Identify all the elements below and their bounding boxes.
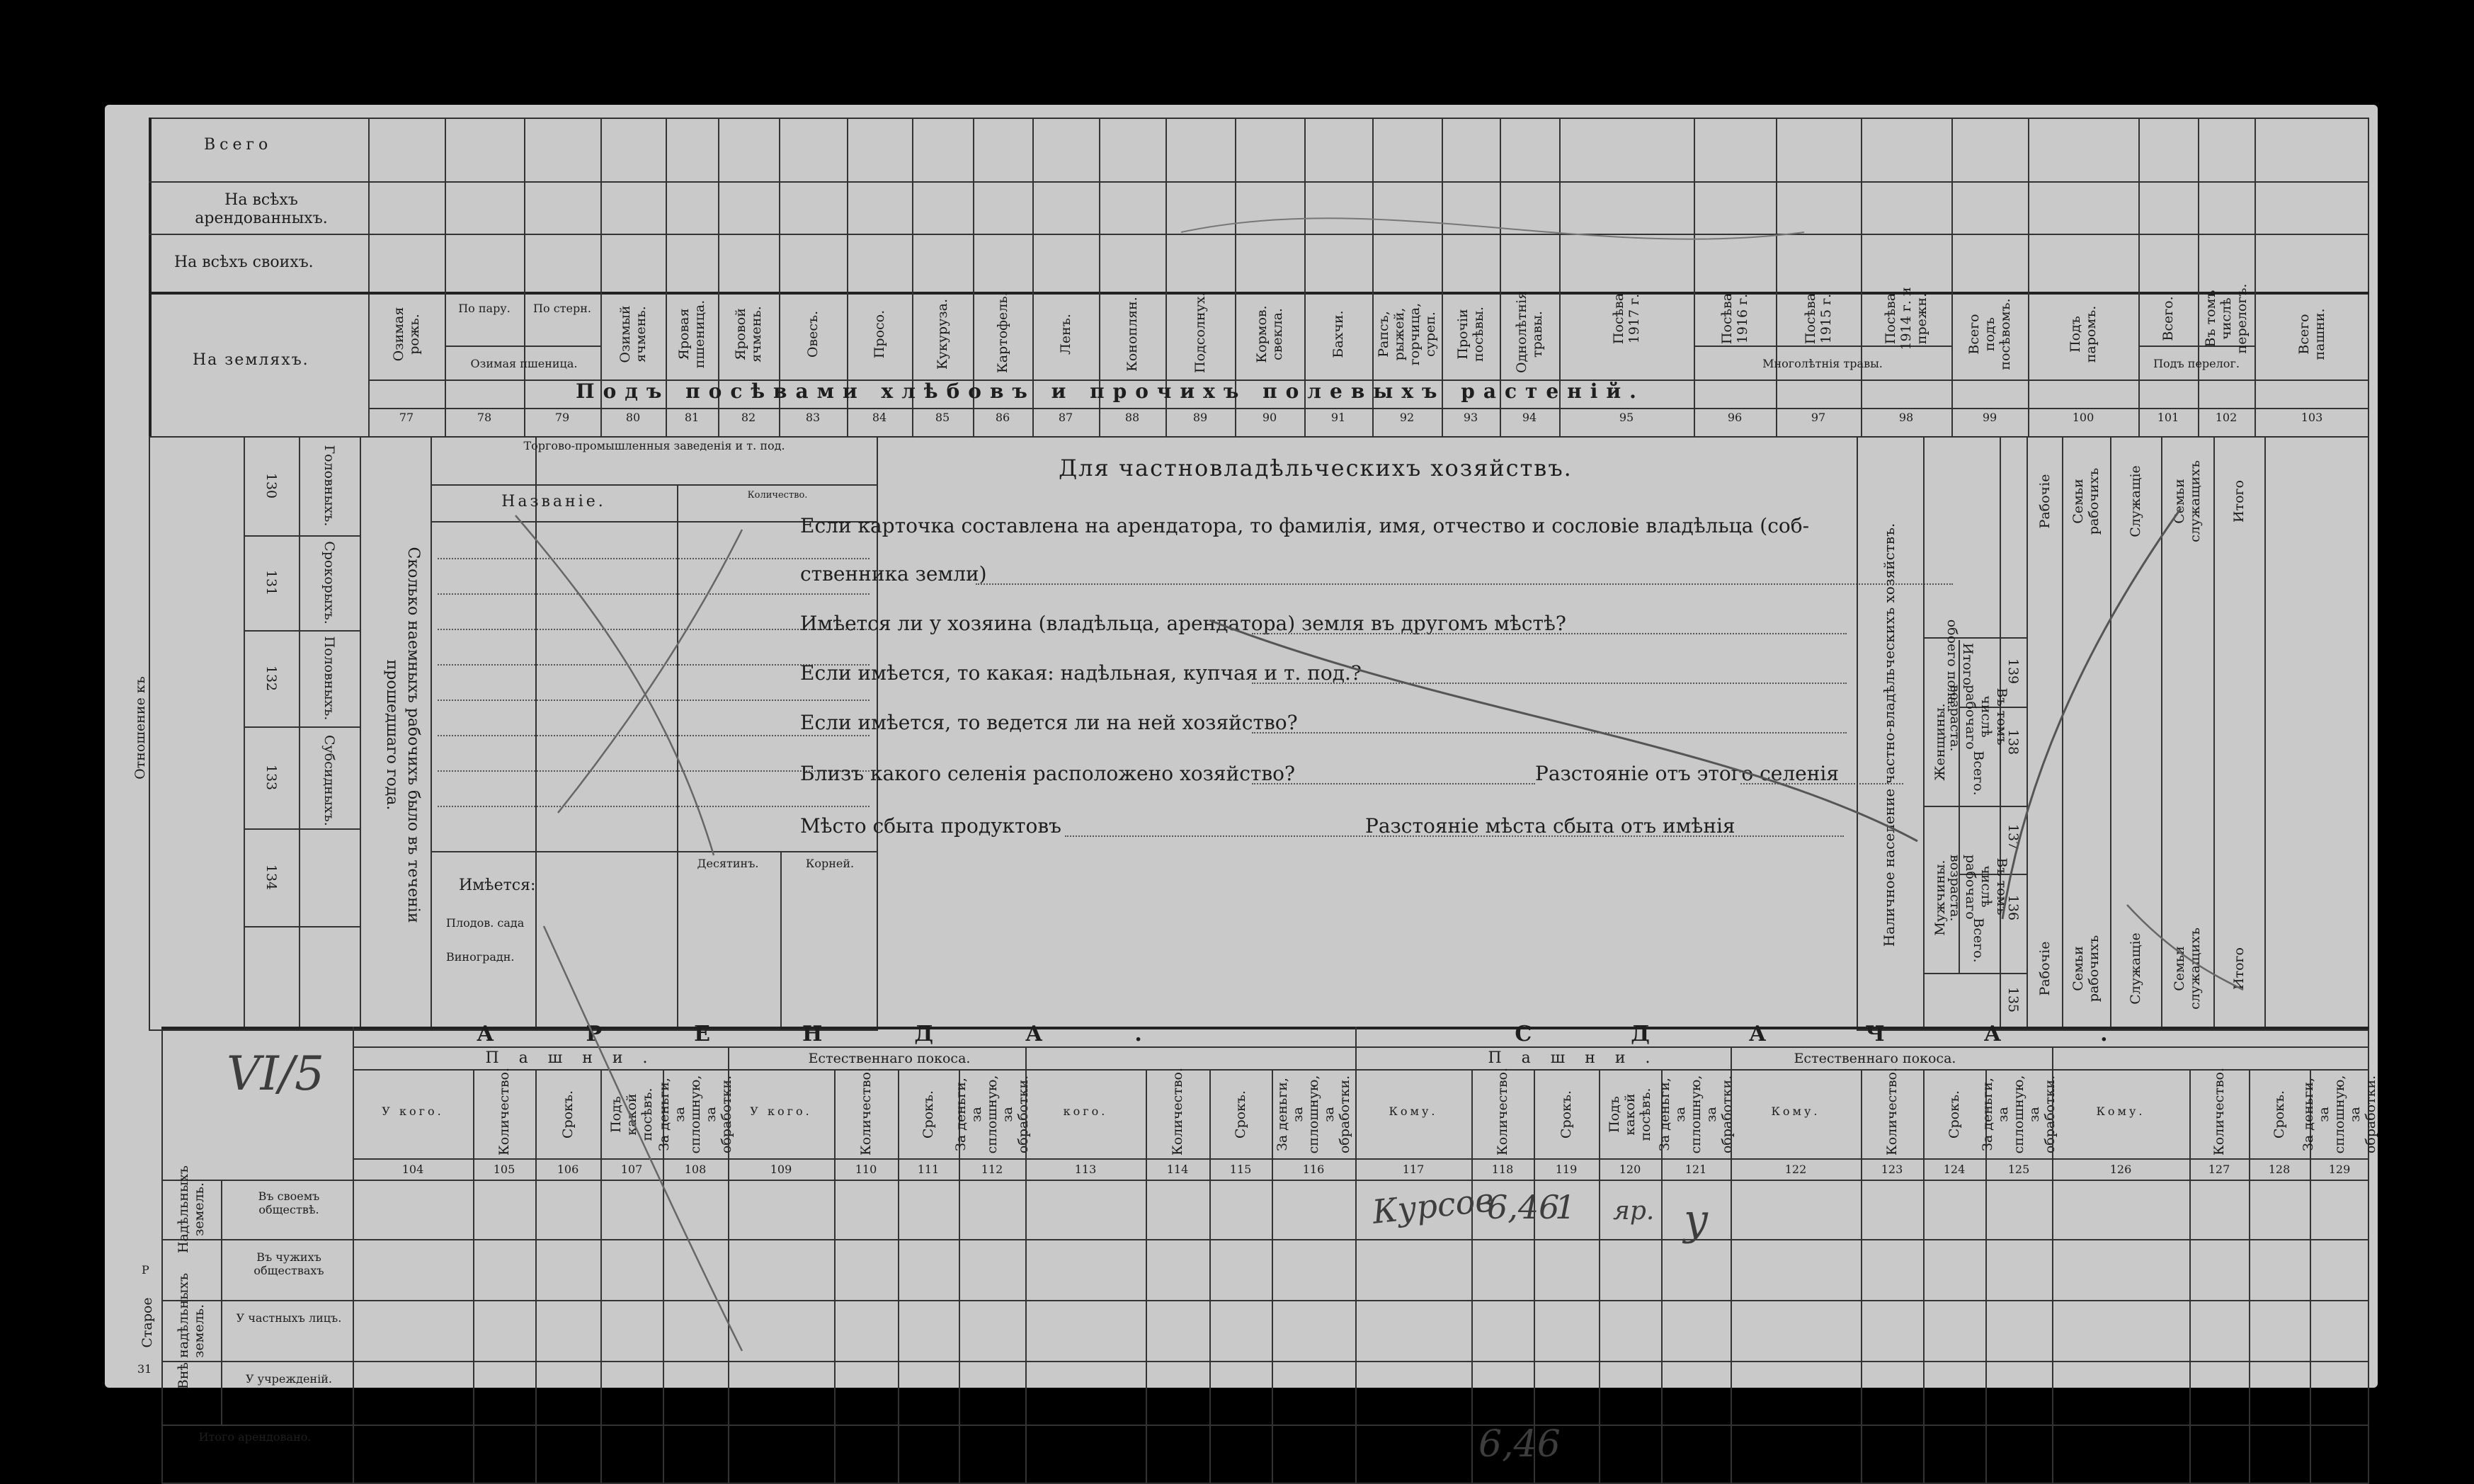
crop-header-91: Бахчи. <box>1330 310 1346 358</box>
pop-col-top-4: Итого <box>2231 480 2247 523</box>
trade-title: Торгово-промышленныя заведенія и т. под. <box>523 439 785 452</box>
pop-col-top-3: Семьи служащихъ <box>2172 460 2203 542</box>
crop-header-98: Посѣва 1914 г. и прежн. <box>1883 287 1929 350</box>
hw-plata: у <box>1684 1195 1709 1245</box>
sdacha-pokos: Естественнаго покоса. <box>1794 1051 1956 1066</box>
crop-number-81: 81 <box>684 411 700 424</box>
crop-header-86: Картофель. <box>995 292 1010 373</box>
crop-number-78: 78 <box>477 411 492 424</box>
row-svoih: На всѣхъ своихъ. <box>174 253 314 271</box>
lease-col-header-109: У кого. <box>750 1105 812 1118</box>
lease-number-110: 110 <box>855 1163 877 1176</box>
zh-v-tom: Въ томъ числѣ рабочаго возраста. <box>1947 685 2010 752</box>
lease-col-header-128: Срокъ. <box>2271 1090 2287 1139</box>
private-line-6: Мѣсто сбыта продуктовъ <box>800 814 1061 838</box>
row-zemlyah: На земляхъ. <box>193 351 309 369</box>
crop-number-96: 96 <box>1727 411 1743 424</box>
edge-31: 31 <box>137 1362 152 1376</box>
left-header-2: Половныхъ. <box>321 636 337 721</box>
private-line-2: Имѣется ли у хозяина (владѣльца, арендатора) земля въ другомъ мѣстѣ? <box>800 612 1566 635</box>
lease-number-122: 122 <box>1784 1163 1807 1176</box>
m-v-tom: Въ томъ числѣ рабочаго возраста. <box>1947 855 2010 922</box>
lease-number-119: 119 <box>1555 1163 1578 1176</box>
population-title: Наличное население частно-владѣльческихъ хозяйствъ. <box>1881 523 1898 947</box>
row-chastnyh: У частныхъ лицъ. <box>236 1311 342 1325</box>
left-number-134: 134 <box>263 864 279 891</box>
lease-col-header-127: Количество. <box>2211 1067 2227 1155</box>
lease-col-header-119: Срокъ. <box>1558 1090 1574 1139</box>
zhenshchiny-label: Женщины. <box>1932 703 1948 781</box>
private-line-3: Если имѣется, то какая: надѣльная, купчая и т. под.? <box>800 661 1362 685</box>
crop-header-81: Яровая пшеница. <box>676 299 707 369</box>
lease-col-header-117: Кому. <box>1389 1105 1438 1118</box>
pop-col-bottom-2: Служащіе <box>2128 932 2143 1005</box>
lease-col-header-110: Количество. <box>858 1067 874 1155</box>
crop-number-77: 77 <box>399 411 414 424</box>
private-rast-2: Разстояніе мѣста сбыта отъ имѣнія <box>1365 814 1735 838</box>
lease-number-124: 124 <box>1943 1163 1966 1176</box>
crop-number-86: 86 <box>995 411 1010 424</box>
lease-number-121: 121 <box>1685 1163 1707 1176</box>
crop-header-87: Ленъ. <box>1058 314 1073 355</box>
crop-number-92: 92 <box>1399 411 1415 424</box>
lease-number-106: 106 <box>557 1163 579 1176</box>
pop-col-top-0: Рабочіе <box>2037 474 2053 529</box>
crops-banner: Подъ посѣвами хлѣбовъ и прочихъ полевыхъ растеній. <box>576 379 1645 403</box>
crop-header-79: По стерн. <box>533 302 591 315</box>
crop-number-83: 83 <box>805 411 821 424</box>
pop-number-135: 135 <box>2005 986 2021 1013</box>
row-svoem: Въ своемъ обществѣ. <box>258 1189 320 1216</box>
crop-header-84: Просо. <box>872 309 887 359</box>
crop-header-99: Всего подъ посѣвомъ. <box>1966 298 2013 370</box>
crop-number-100: 100 <box>2072 411 2094 424</box>
trade-desyatin: Десятинъ. <box>697 857 759 870</box>
crop-number-102: 102 <box>2215 411 2238 424</box>
crop-header-100: Подъ паромъ. <box>2068 305 2099 363</box>
private-line-1: ственника земли) <box>800 562 987 586</box>
pop-number-139: 139 <box>2005 658 2021 685</box>
crop-number-84: 84 <box>872 411 887 424</box>
crop-header-94: Однолѣтнія травы. <box>1514 290 1545 373</box>
itogo-oboego-pola: Итого обоего пола. <box>1944 619 1976 709</box>
lease-col-header-121: За деньги, за сплошную, за обработки. <box>1657 1075 1735 1154</box>
lease-col-header-115: Срокъ. <box>1233 1090 1248 1139</box>
crop-header-93: Прочіи посѣвы. <box>1455 306 1486 363</box>
lease-number-117: 117 <box>1402 1163 1425 1176</box>
lease-number-118: 118 <box>1491 1163 1514 1176</box>
roman-numeral: VI/5 <box>227 1046 324 1101</box>
crop-header-89: Подсолнух. <box>1192 292 1208 373</box>
left-number-130: 130 <box>263 472 279 499</box>
private-rast-1: Разстояніе отъ этого селенія <box>1535 762 1839 785</box>
left-number-131: 131 <box>263 569 279 596</box>
crop-header-83: Овесъ. <box>805 310 821 358</box>
left-header-1: Срокорыхъ. <box>321 541 337 624</box>
lease-col-header-108: За деньги, за сплошную, за обработки. <box>656 1075 734 1154</box>
trade-sad: Плодов. сада <box>446 916 525 930</box>
pop-number-136: 136 <box>2005 894 2021 921</box>
lease-number-127: 127 <box>2208 1163 2230 1176</box>
lease-col-header-123: Количество. <box>1884 1067 1900 1155</box>
crop-number-82: 82 <box>741 411 756 424</box>
left-header-3: Субсидныхъ. <box>321 735 337 826</box>
private-line-5: Близъ какого селенія расположено хозяйство? <box>800 762 1296 785</box>
lease-col-header-118: Количество. <box>1495 1067 1510 1155</box>
trade-korney: Корней. <box>805 857 855 870</box>
crop-number-94: 94 <box>1522 411 1537 424</box>
arenda-pashni: Пашни. <box>485 1049 668 1067</box>
crop-number-99: 99 <box>1982 411 1997 424</box>
hw-total: 6,46 <box>1478 1423 1561 1466</box>
crop-number-88: 88 <box>1124 411 1140 424</box>
left-edge-label: Отношение къ <box>132 676 148 780</box>
trade-vinograd: Виноградн. <box>446 950 515 964</box>
lease-number-105: 105 <box>493 1163 515 1176</box>
crop-header-85: Кукуруза. <box>935 299 950 370</box>
crop-header-101: Всего. <box>2160 296 2176 341</box>
crop-number-101: 101 <box>2157 411 2179 424</box>
left-number-133: 133 <box>263 764 279 791</box>
zh-vsego: Всего. <box>1971 750 1986 796</box>
crop-header-88: Коноплян. <box>1124 297 1140 372</box>
lease-number-108: 108 <box>684 1163 707 1176</box>
row-vsego: Всего <box>204 136 273 154</box>
lease-number-128: 128 <box>2268 1163 2291 1176</box>
crop-number-87: 87 <box>1058 411 1073 424</box>
crop-number-90: 90 <box>1262 411 1277 424</box>
lease-col-header-104: У кого. <box>382 1105 444 1118</box>
ozimaya-pshenitsa-label: Озимая пшеница. <box>470 357 578 370</box>
arenda-title: АРЕНДА. <box>477 1022 1234 1046</box>
edge-r: Р <box>142 1263 149 1277</box>
lease-col-header-126: Кому. <box>2096 1105 2145 1118</box>
lease-number-126: 126 <box>2109 1163 2132 1176</box>
row-uchrezhd: У учрежденій. <box>246 1372 332 1386</box>
pop-col-bottom-0: Рабочіе <box>2037 941 2053 996</box>
lease-col-header-124: Срокъ. <box>1946 1090 1962 1139</box>
lease-col-header-114: Количество. <box>1170 1067 1185 1155</box>
sdacha-title: СДАЧА. <box>1515 1022 2207 1046</box>
lease-col-header-113: кого. <box>1063 1105 1108 1118</box>
crop-number-93: 93 <box>1463 411 1478 424</box>
mnogolet-label: Многолѣтнія травы. <box>1762 357 1883 370</box>
pop-col-bottom-4: Итого <box>2231 947 2247 990</box>
trade-qty-header: Количество. <box>747 490 808 501</box>
lease-number-114: 114 <box>1166 1163 1189 1176</box>
census-card <box>105 105 2378 1466</box>
lease-col-header-129: За деньги, за сплошную, за обработки. <box>2301 1075 2378 1154</box>
hw-kolvo: 6,46 <box>1487 1188 1560 1226</box>
crop-number-79: 79 <box>554 411 570 424</box>
lease-number-123: 123 <box>1881 1163 1903 1176</box>
crop-number-85: 85 <box>935 411 950 424</box>
pop-col-bottom-3: Семьи служащихъ <box>2172 928 2203 1010</box>
crop-number-103: 103 <box>2301 411 2323 424</box>
lease-number-113: 113 <box>1074 1163 1097 1176</box>
hw-komu: Курсов <box>1370 1180 1496 1231</box>
crop-header-80: Озимый ячмень. <box>617 305 649 363</box>
vne-nadel-label: Внѣ надѣльныхъ земель. <box>176 1272 207 1390</box>
lease-col-header-122: Кому. <box>1771 1105 1820 1118</box>
pop-number-137: 137 <box>2005 823 2021 850</box>
crop-number-98: 98 <box>1898 411 1914 424</box>
lease-number-120: 120 <box>1619 1163 1641 1176</box>
lease-number-116: 116 <box>1302 1163 1325 1176</box>
row-chuzhih: Въ чужихъ обществахъ <box>253 1250 324 1277</box>
lease-col-header-105: Количество. <box>496 1067 512 1155</box>
crop-header-103: Всего пашни. <box>2296 308 2327 360</box>
private-title: Для частновладѣльческихъ хозяйствъ. <box>1059 455 1573 481</box>
crop-header-77: Озимая рожь. <box>391 307 422 362</box>
lease-number-109: 109 <box>770 1163 792 1176</box>
pop-col-top-1: Семьи рабочихъ <box>2070 467 2102 535</box>
row-itogo: Итого арендовано. <box>198 1430 312 1444</box>
ozimaya-divider <box>445 346 600 347</box>
trade-imeetsya: Имѣется: <box>459 877 536 894</box>
lease-col-header-120: Подъ какой посѣвъ. <box>1607 1088 1653 1141</box>
lease-number-107: 107 <box>620 1163 643 1176</box>
private-line-4: Если имѣется, то ведется ли на ней хозяйство? <box>800 711 1298 734</box>
crop-header-90: Кормов. свекла. <box>1254 305 1285 363</box>
crop-number-89: 89 <box>1192 411 1208 424</box>
crop-header-96: Посѣва 1916 г. <box>1719 292 1750 345</box>
left-number-132: 132 <box>263 665 279 692</box>
lease-number-125: 125 <box>2007 1163 2030 1176</box>
sdacha-pashni: Пашни. <box>1488 1049 1670 1067</box>
lease-col-header-107: Подъ какой посѣвъ. <box>608 1088 655 1141</box>
nadel-label: Надѣльныхъ земель. <box>176 1165 207 1254</box>
lease-number-115: 115 <box>1229 1163 1252 1176</box>
hired-workers-label: Сколько наемныхъ рабочихъ было въ теченіи прошедшаго года. <box>383 547 422 923</box>
muzhchiny-label: Мужчины. <box>1932 860 1948 936</box>
crop-header-95: Посѣва 1917 г. <box>1611 292 1642 345</box>
lease-col-header-106: Срокъ. <box>560 1090 576 1139</box>
lease-col-header-116: За деньги, за сплошную, за обработки. <box>1275 1075 1352 1154</box>
crop-header-78: По пару. <box>458 302 511 315</box>
lease-number-129: 129 <box>2328 1163 2351 1176</box>
pod-perelog-label: Подъ перелог. <box>2153 357 2240 370</box>
trade-name-header: Названіе. <box>501 493 606 510</box>
private-line-0: Если карточка составлена на арендатора, то фамилія, имя, отчество и сословіе владѣльца (соб- <box>800 514 1810 537</box>
crop-header-82: Яровой ячмень. <box>733 306 764 363</box>
crop-number-80: 80 <box>625 411 641 424</box>
left-header-0: Головныхъ. <box>321 445 337 527</box>
lease-number-104: 104 <box>401 1163 424 1176</box>
lease-number-111: 111 <box>917 1163 940 1176</box>
crop-number-91: 91 <box>1330 411 1346 424</box>
arenda-pokos: Естественнаго покоса. <box>808 1051 971 1066</box>
edge-staroe: Старое <box>139 1297 155 1348</box>
lease-col-header-111: Срокъ. <box>920 1090 936 1139</box>
lease-number-112: 112 <box>981 1163 1003 1176</box>
m-vsego: Всего. <box>1971 918 1986 963</box>
crop-number-97: 97 <box>1811 411 1826 424</box>
row-arendovannyh: На всѣхъ арендованныхъ. <box>195 191 328 227</box>
pop-number-138: 138 <box>2005 729 2021 755</box>
lease-col-header-112: За деньги, за сплошную, за обработки. <box>953 1075 1031 1154</box>
pop-col-top-2: Служащіе <box>2128 465 2143 537</box>
crop-header-92: Рапсъ, рыжей, горчица, суреп. <box>1376 302 1438 366</box>
pop-col-bottom-1: Семьи рабочихъ <box>2070 935 2102 1003</box>
crop-number-95: 95 <box>1619 411 1634 424</box>
hw-posev: яр. <box>1613 1197 1655 1226</box>
lease-col-header-125: За деньги, за сплошную, за обработки. <box>1980 1075 2058 1154</box>
crop-header-97: Посѣва 1915 г. <box>1803 292 1834 345</box>
hw-srok: 1 <box>1555 1188 1576 1226</box>
crop-header-102: Въ томъ числѣ перелогъ. <box>2203 283 2250 354</box>
